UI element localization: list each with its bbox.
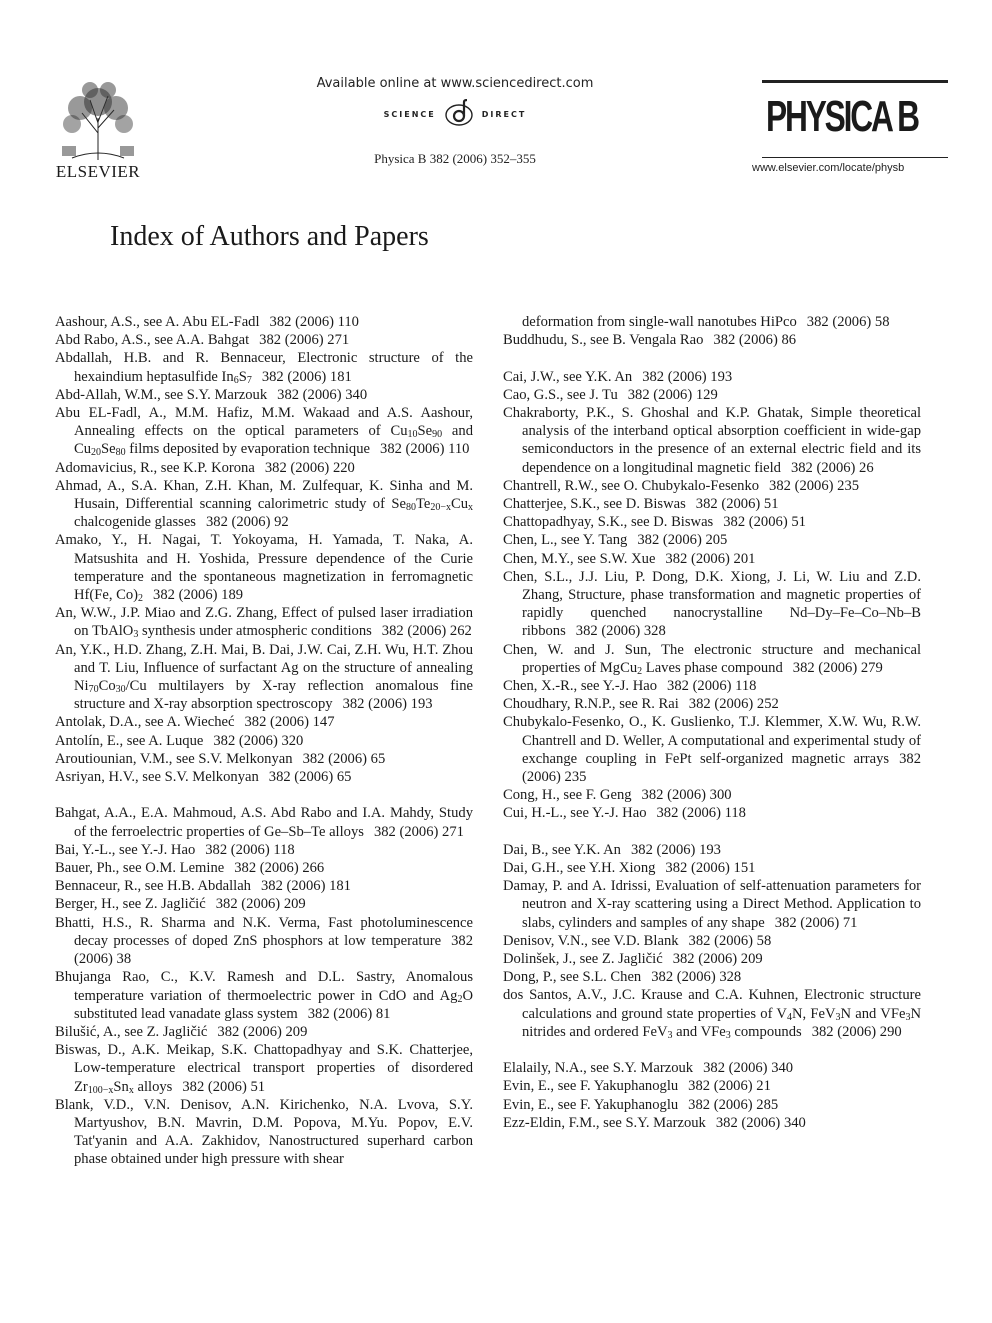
index-entry [55,804,473,840]
entry-reference: 382 (2006) 118 [667,678,757,695]
entry-reference: 382 (2006) 328 [575,623,666,640]
entry-text: N and VFe [840,1005,906,1022]
entry-text: Cu [450,496,468,513]
index-entry [55,386,473,404]
entry-text: Chen, S.L., J.J. Liu, P. Dong, D.K. Xiong, J. Li, W. Liu and Z.D. Zhang, Structure, phase transformation and magnetic properties of rapidly quenched nanocrystalline Nd–Dy–Fe–Co–Nb–B ribbons [503,568,921,640]
entry-reference: 382 (2006) 26 [790,459,874,476]
entry-text: S [238,368,247,385]
entry-reference: 382 (2006) 193 [342,696,433,713]
index-entry [503,641,921,677]
entry-reference: 382 (2006) 181 [260,878,351,895]
entry-text: Cai, J.W., see Y.K. An [503,368,633,385]
index-entry [503,713,921,786]
entry-reference: 382 (2006) 252 [688,696,779,713]
entry-text: Bennaceur, R., see H.B. Abdallah [55,878,251,895]
entry-reference: 382 (2006) 110 [269,314,359,330]
entry-reference: 382 (2006) 65 [268,769,352,786]
entry-reference: 382 (2006) 151 [665,860,756,877]
entry-text: Bilušić, A., see Z. Jagličić [55,1023,208,1040]
entry-reference: 382 (2006) 340 [715,1114,806,1131]
index-entry [55,477,473,532]
index-entry [503,877,921,932]
entry-reference: 382 (2006) 300 [641,787,732,804]
entry-text: films deposited by evaporation technique [125,441,371,458]
entry-reference: 382 (2006) 220 [264,459,355,476]
entry-reference: 382 (2006) 235 [769,477,860,494]
entry-reference: 382 (2006) 118 [205,841,295,858]
entry-text: Chatterjee, S.K., see D. Biswas [503,496,686,513]
entry-reference: 382 (2006) 271 [259,332,350,349]
entry-text: Asriyan, H.V., see S.V. Melkonyan [55,769,259,786]
entry-reference: 382 (2006) 320 [213,732,304,749]
entry-text: synthesis under atmospheric conditions [138,623,372,640]
index-entry [503,368,921,386]
entry-reference: 382 (2006) 38 [74,932,473,968]
index-entry [55,331,473,349]
entry-subscript: 100−x [87,1084,114,1096]
index-entry [503,859,921,877]
journal-url: www.elsevier.com/locate/physb [752,162,905,174]
index-entry [55,1096,473,1169]
index-entry [55,968,473,1023]
index-entry [503,950,921,968]
letter-group-gap [55,786,473,804]
entry-text: Bhatti, H.S., R. Sharma and N.K. Verma, Fast photoluminescence decay processes of doped ZnS phosphors at low temperature [55,914,473,949]
entry-text: Bauer, Ph., see O.M. Lemine [55,860,225,877]
entry-subscript: x [468,502,473,514]
entry-text: and VFe [672,1023,726,1040]
entry-text: Blank, V.D., V.N. Denisov, A.N. Kirichenko, N.A. Lvova, S.Y. Martyushov, B.N. Mavrin, D.M. Popova, M.Yu. Popov, E.V. Tat'yanin and A.A. Zakhidov, Nanostructured superhard carbon phase obtained under high pressure with shear [55,1096,473,1168]
entry-text: Chen, W. and J. Sun, The electronic structure and mechanical properties of MgCu [503,641,921,676]
entry-text: Choudhary, R.N.P., see R. Rai [503,696,679,713]
journal-top-rule [762,80,948,83]
entry-reference: 382 (2006) 279 [792,659,883,676]
entry-reference: 382 (2006) 285 [688,1096,779,1113]
entry-text: Abd Rabo, A.S., see A.A. Bahgat [55,332,250,349]
entry-subscript: 2 [637,665,643,677]
index-entry [503,986,921,1041]
entry-text: Te [415,496,431,513]
entry-text: Damay, P. and A. Idrissi, Evaluation of self-attenuation parameters for neutron and X-ray scattering using a Direct Method. Application to slabs, cylinders and samples of any shape [503,878,921,931]
entry-reference: 382 (2006) 129 [627,386,718,403]
index-entry [55,349,473,385]
index-entry [55,531,473,604]
entry-reference: 382 (2006) 21 [688,1078,771,1095]
entry-text: N, FeV [791,1005,836,1022]
entry-reference: 382 (2006) 81 [307,1005,391,1022]
entry-subscript: 3 [835,1011,841,1023]
entry-subscript: 3 [905,1011,911,1023]
entry-text: Evin, E., see F. Yakuphanoglu [503,1078,679,1095]
entry-reference: 382 (2006) 209 [215,896,306,913]
entry-text: compounds [730,1023,802,1040]
entry-reference: 382 (2006) 51 [723,514,806,531]
entry-text: Dong, P., see S.L. Chen [503,969,642,986]
entry-reference: 382 (2006) 51 [695,496,779,513]
entry-text: Antolín, E., see A. Luque [55,732,204,749]
letter-group-gap [503,349,921,367]
index-entry [503,550,921,568]
index-entry [503,1059,921,1077]
header-center [290,76,620,167]
entry-reference: 382 (2006) 51 [182,1078,266,1095]
entry-text: Dolinšek, J., see Z. Jagličić [503,951,663,968]
entry-text: Chakraborty, P.K., S. Ghoshal and K.P. Ghatak, Simple theoretical analysis of the interband optical absorption coefficient in wide-gap semiconductors in the presence of an external electric field and its dependence on a longitudinal magnetic field [503,405,921,476]
entry-reference: 382 (2006) 118 [656,805,746,822]
entry-subscript: 3 [725,1029,731,1041]
entry-text: Aashour, A.S., see A. Abu EL-Fadl [55,314,260,330]
entry-reference: 382 (2006) 193 [630,841,721,858]
entry-subscript: 80 [115,447,126,459]
entry-reference: 382 (2006) 58 [688,932,772,949]
index-entry [503,695,921,713]
index-entry [503,404,921,477]
entry-reference: 382 (2006) 328 [651,969,742,986]
index-entry [55,750,473,768]
entry-text: Chen, L., see Y. Tang [503,532,628,549]
entry-subscript: 70 [88,684,99,696]
entry-text: Bai, Y.-L., see Y.-J. Hao [55,841,196,858]
index-column-left [55,313,473,1169]
entry-reference: 382 (2006) 110 [380,441,470,458]
entry-subscript: 30 [115,684,126,696]
entry-text: Bahgat, A.A., E.A. Mahmoud, A.S. Abd Rabo and I.A. Mahdy, Study of the ferroelectric properties of Ge–Sb–Te alloys [55,805,473,840]
journal-name: PHYSICA B [766,92,918,141]
entry-subscript: 10 [407,429,418,441]
elsevier-tree-icon [52,78,144,162]
sciencedirect-logo [290,99,620,129]
entry-text: Bhujanga Rao, C., K.V. Ramesh and D.L. Sastry, Anomalous temperature variation of thermoelectric power in CdO and Ag [55,969,473,1004]
index-entry [55,713,473,731]
entry-subscript: 2 [457,993,463,1005]
entry-reference: 382 (2006) 147 [244,714,335,731]
entry-reference: 382 (2006) 181 [261,368,352,385]
entry-reference: 382 (2006) 201 [665,550,756,567]
entry-subscript: 20 [91,447,102,459]
entry-subscript: 80 [405,502,416,514]
entry-reference: 382 (2006) 235 [522,750,921,786]
entry-reference: 382 (2006) 193 [642,368,733,385]
entry-subscript: 2 [138,593,144,605]
index-entry [503,841,921,859]
entry-text: Sn [113,1078,129,1095]
entry-text: Evin, E., see F. Yakuphanoglu [503,1096,679,1113]
entry-reference: 382 (2006) 262 [381,623,472,640]
index-entry [55,1023,473,1041]
entry-text: Cong, H., see F. Geng [503,787,632,804]
entry-text: An, W.W., J.P. Miao and Z.G. Zhang, Effect of pulsed laser irradiation on TbAlO [55,605,473,640]
entry-text: Ahmad, A., S.A. Khan, Z.H. Khan, M. Zulfequar, K. Sinha and M. Husain, Differential scanning calorimetric study of Se [55,477,473,513]
index-entry [55,877,473,895]
entry-subscript: 4 [786,1011,792,1023]
index-entry [503,513,921,531]
index-entry [503,677,921,695]
index-entry [503,786,921,804]
index-entry [55,859,473,877]
entry-text: N nitrides and ordered FeV [522,1005,921,1040]
letter-group-gap [503,1041,921,1059]
entry-text: Co [98,678,116,695]
index-entry [503,932,921,950]
entry-text: dos Santos, A.V., J.C. Krause and C.A. Kuhnen, Electronic structure calculations and ground state properties of V [503,987,921,1022]
entry-subscript: 7 [246,374,252,386]
entry-text: Antolak, D.A., see A. Wiecheć [55,714,235,731]
journal-bottom-rule [762,157,948,158]
entry-reference: 382 (2006) 266 [234,860,325,877]
entry-text: chalcogenide glasses [74,514,196,531]
entry-text: Adomavicius, R., see K.P. Korona [55,459,255,476]
index-entry [55,641,473,714]
publisher-name: ELSEVIER [55,162,141,181]
entry-reference: 382 (2006) 290 [811,1023,902,1040]
entry-text: deformation from single-wall nanotubes HiPco [522,314,797,330]
entry-text: Cao, G.S., see J. Tu [503,386,618,403]
index-entry [503,531,921,549]
entry-text: Se [417,423,433,440]
entry-reference: 382 (2006) 92 [205,514,289,531]
index-entry [55,732,473,750]
entry-text: Chattopadhyay, S.K., see D. Biswas [503,514,714,531]
index-entry [503,968,921,986]
entry-reference: 382 (2006) 340 [277,386,368,403]
sciencedirect-right-text: DIRECT [481,109,527,119]
entry-text: Berger, H., see Z. Jagličić [55,896,206,913]
entry-subscript: 20−x [430,502,451,514]
journal-logo-block [752,80,950,174]
index-entry [503,477,921,495]
index-entry [55,768,473,786]
entry-text: Chantrell, R.W., see O. Chubykalo-Fesenko [503,477,760,494]
entry-reference: 382 (2006) 65 [302,750,386,767]
index-entry [55,404,473,459]
sciencedirect-d-icon [442,99,476,129]
entry-text: Denisov, V.N., see V.D. Blank [503,932,679,949]
entry-text: Chen, M.Y., see S.W. Xue [503,550,656,567]
entry-text: O substituted lead vanadate glass system [74,987,473,1022]
entry-text: alloys [133,1078,173,1095]
entry-reference: 382 (2006) 271 [373,823,464,840]
entry-text: Aroutiounian, V.M., see S.V. Melkonyan [55,750,293,767]
entry-subscript: x [128,1084,134,1096]
index-entry [503,495,921,513]
entry-subscript: 3 [667,1029,673,1041]
entry-reference: 382 (2006) 189 [153,587,244,604]
index-entry [503,568,921,641]
index-entry [55,459,473,477]
index-entry [55,1041,473,1096]
entry-text: Abdallah, H.B. and R. Bennaceur, Electronic structure of the hexaindium heptasulfide In [55,350,473,385]
entry-reference: 382 (2006) 209 [217,1023,308,1040]
elsevier-logo [52,78,144,182]
index-entry [55,914,473,969]
entry-reference: 382 (2006) 58 [806,314,890,330]
entry-text: Cui, H.-L., see Y.-J. Hao [503,805,647,822]
entry-text: and Cu [74,423,473,458]
entry-text: Chubykalo-Fesenko, O., K. Guslienko, T.J. Klemmer, X.W. Wu, R.W. Chantrell and D. Weller, A computational and experimental study of exchange coupling in FePt self-organized magnetic arrays [503,714,921,767]
index-entry [503,804,921,822]
index-entry [503,386,921,404]
entry-text: Biswas, D., A.K. Meikap, S.K. Chattopadhyay and S.K. Chatterjee, Low-temperature electrical transport properties of disordered Zr [55,1042,473,1095]
index-entry [503,1114,921,1132]
index-entry [503,1077,921,1095]
entry-subscript: 90 [432,429,443,441]
entry-text: Abu EL-Fadl, A., M.M. Hafiz, M.M. Wakaad and A.S. Aashour, Annealing effects on the optical parameters of Cu [55,405,473,440]
entry-reference: 382 (2006) 209 [672,951,763,968]
entry-text: Abd-Allah, W.M., see S.Y. Marzouk [55,386,268,403]
entry-reference: 382 (2006) 340 [703,1060,794,1077]
entry-subscript: 6 [233,374,239,386]
entry-reference: 382 (2006) 205 [637,532,728,549]
entry-text: Chen, X.-R., see Y.-J. Hao [503,678,658,695]
index-entry [503,313,921,331]
letter-group-gap [503,823,921,841]
entry-text: Dai, B., see Y.K. An [503,841,621,858]
entry-text: An, Y.K., H.D. Zhang, Z.H. Mai, B. Dai, J.W. Cai, Z.H. Wu, H.T. Zhou and T. Liu, Influence of surfactant Ag on the structure of annealing Ni [55,641,473,695]
sciencedirect-left-text: SCIENCE [383,109,436,119]
entry-text: Amako, Y., H. Nagai, T. Yokoyama, H. Yamada, T. Naka, A. Matsushita and H. Yoshida, Pressure dependence of the Curie temperature and the spontaneous magnetization in ferromagnetic Hf(Fe, Co) [55,532,473,604]
entry-text: Ezz-Eldin, F.M., see S.Y. Marzouk [503,1114,706,1131]
index-column-right [503,313,921,1132]
index-entry [55,895,473,913]
entry-text: Se [101,441,116,458]
page-title: Index of Authors and Papers [110,221,429,252]
index-entry [503,1096,921,1114]
entry-text: Buddhudu, S., see B. Vengala Rao [503,332,704,349]
available-online-text: Available online at www.sciencedirect.com [316,76,594,91]
index-entry [55,313,473,331]
entry-text: Dai, G.H., see Y.H. Xiong [503,860,656,877]
index-entry [55,604,473,640]
entry-text: Laves phase compound [642,659,783,676]
entry-text: /Cu multilayers by X-ray reflection anomalous fine structure and X-ray absorption spectroscopy [74,678,473,713]
entry-text: Elalaily, N.A., see S.Y. Marzouk [503,1060,694,1077]
index-entry [503,331,921,349]
index-entry [55,841,473,859]
journal-reference: Physica B 382 (2006) 352–355 [374,151,536,166]
entry-reference: 382 (2006) 86 [713,332,797,349]
entry-reference: 382 (2006) 71 [774,914,858,931]
entry-subscript: 3 [133,629,139,641]
